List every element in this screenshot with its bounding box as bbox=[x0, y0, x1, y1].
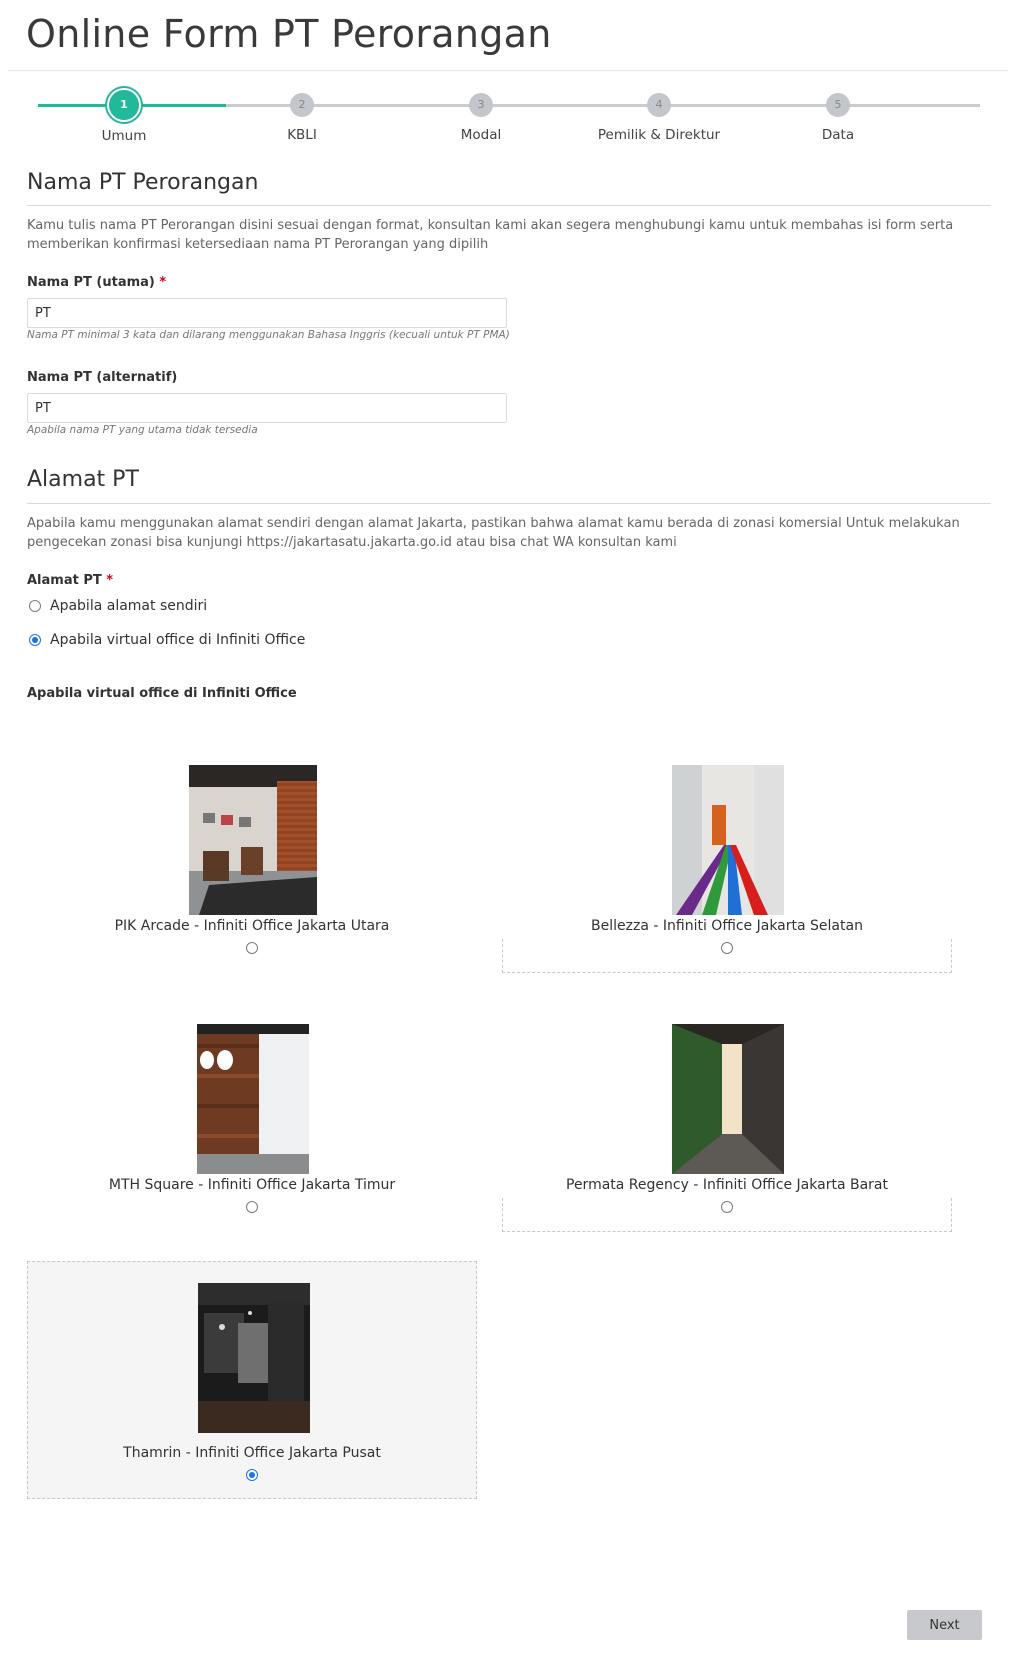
office-photo bbox=[198, 1283, 310, 1433]
step-label: Pemilik & Direktur bbox=[597, 127, 721, 143]
step-number: 2 bbox=[290, 93, 314, 117]
office-photo bbox=[672, 1024, 784, 1174]
office-name: Permata Regency - Infiniti Office Jakarta Barat bbox=[566, 1177, 888, 1193]
step-number: 4 bbox=[647, 93, 671, 117]
office-radio[interactable] bbox=[246, 942, 258, 954]
office-card-thamrin[interactable] bbox=[27, 1261, 477, 1499]
office-card-pik-arcade[interactable] bbox=[27, 753, 477, 973]
radio-button[interactable] bbox=[29, 634, 41, 646]
radio-label: Apabila virtual office di Infiniti Office bbox=[50, 632, 306, 648]
radio-label: Apabila alamat sendiri bbox=[50, 598, 208, 614]
step-pemilik-direktur[interactable] bbox=[579, 88, 739, 143]
nama-utama-input[interactable] bbox=[27, 298, 507, 328]
alamat-option-virtual-office[interactable] bbox=[29, 632, 305, 648]
nama-utama-label bbox=[27, 275, 166, 290]
office-name: MTH Square - Infiniti Office Jakarta Timur bbox=[108, 1177, 396, 1193]
nama-alternatif-hint: Apabila nama PT yang utama tidak tersedia bbox=[27, 424, 258, 436]
required-mark: * bbox=[106, 573, 114, 588]
progress-stepper bbox=[0, 88, 1015, 158]
alamat-label bbox=[27, 573, 113, 588]
label-text: Nama PT (utama) bbox=[27, 275, 155, 290]
section-description-nama: Kamu tulis nama PT Perorangan disini sesuai dengan format, konsultan kami akan segera menghubungi kamu untuk membahas isi form serta memberikan konfirmasi ketersediaan nama PT Perorangan yang dipilih bbox=[27, 218, 954, 252]
section-title-nama: Nama PT Perorangan bbox=[27, 170, 259, 195]
title-divider bbox=[8, 70, 1008, 71]
office-photo bbox=[672, 765, 784, 915]
step-label: Data bbox=[821, 127, 855, 143]
page-title: Online Form PT Perorangan bbox=[26, 12, 552, 56]
step-modal[interactable] bbox=[401, 88, 561, 143]
label-text: Alamat PT bbox=[27, 573, 102, 588]
office-card-permata-regency[interactable] bbox=[502, 1012, 952, 1232]
step-label: KBLI bbox=[287, 127, 317, 143]
office-name: Thamrin - Infiniti Office Jakarta Pusat bbox=[123, 1445, 381, 1461]
section-divider bbox=[27, 205, 991, 206]
section-divider bbox=[27, 503, 991, 504]
label-text: Nama PT (alternatif) bbox=[27, 370, 178, 385]
step-umum[interactable] bbox=[44, 88, 204, 144]
virtual-office-label: Apabila virtual office di Infiniti Office bbox=[27, 686, 297, 701]
office-name: Bellezza - Infiniti Office Jakarta Selatan bbox=[591, 918, 863, 934]
step-kbli[interactable] bbox=[222, 88, 382, 143]
office-radio[interactable] bbox=[246, 1201, 258, 1213]
step-number: 3 bbox=[469, 93, 493, 117]
office-card-bellezza[interactable] bbox=[502, 753, 952, 973]
office-photo bbox=[189, 765, 317, 915]
nama-alternatif-label bbox=[27, 370, 177, 385]
alamat-option-sendiri[interactable] bbox=[29, 598, 207, 614]
office-radio[interactable] bbox=[246, 1469, 258, 1481]
office-name: PIK Arcade - Infiniti Office Jakarta Utara bbox=[114, 918, 390, 934]
office-photo bbox=[197, 1024, 309, 1174]
next-button[interactable]: Next bbox=[907, 1610, 982, 1640]
step-label: Umum bbox=[101, 128, 147, 144]
office-card-mth-square[interactable] bbox=[27, 1012, 477, 1232]
required-mark: * bbox=[159, 275, 167, 290]
nama-utama-hint: Nama PT minimal 3 kata dan dilarang menggunakan Bahasa Inggris (kecuali untuk PT PMA) bbox=[27, 329, 510, 341]
nama-alternatif-input[interactable] bbox=[27, 393, 507, 423]
step-label: Modal bbox=[460, 127, 502, 143]
step-data[interactable] bbox=[758, 88, 918, 143]
office-radio[interactable] bbox=[721, 942, 733, 954]
radio-button[interactable] bbox=[29, 600, 41, 612]
office-radio[interactable] bbox=[721, 1201, 733, 1213]
step-number: 5 bbox=[826, 93, 850, 117]
step-number: 1 bbox=[109, 90, 139, 120]
section-description-alamat: Apabila kamu menggunakan alamat sendiri dengan alamat Jakarta, pastikan bahwa alamat kamu berada di zonasi komersial Untuk melakukan pengecekan zonasi bisa kunjungi https://jakartasatu.jakarta.go.id atau bisa chat WA konsultan kami bbox=[27, 516, 960, 550]
section-title-alamat: Alamat PT bbox=[27, 467, 139, 492]
